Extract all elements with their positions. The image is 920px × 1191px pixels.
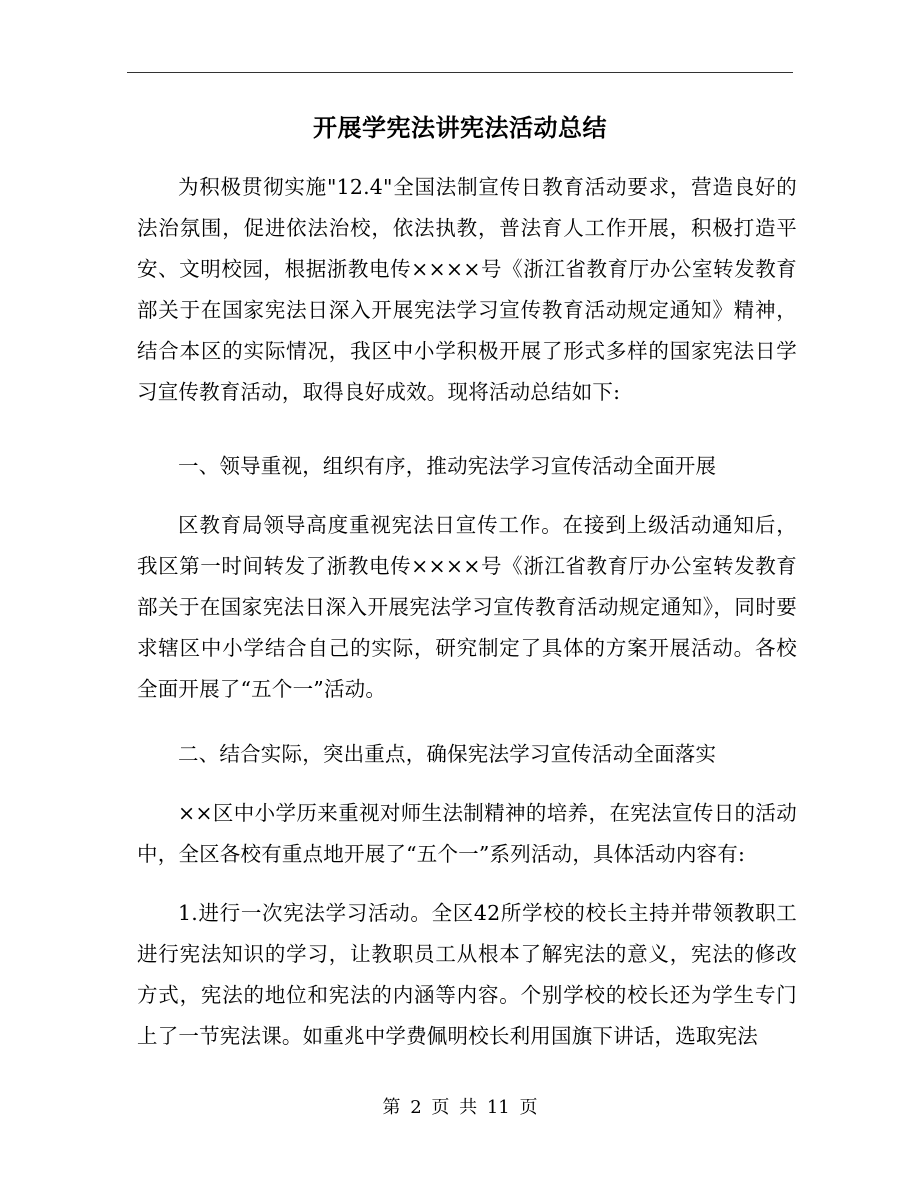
section-heading-2: 二、结合实际，突出重点，确保宪法学习宣传活动全面落实 (178, 742, 717, 766)
section-1-paragraph: 区教育局领导高度重视宪法日宣传工作。在接到上级活动通知后，我区第一时间转发了浙教电传××××号《浙江省教育厅办公室转发教育部关于在国家宪法日深入开展宪法学习宣传教育活动规定通知》，同时要求辖区中小学结合自己的实际，研究制定了具体的方案开展活动。各校全面开展了“五个一”活动。 (137, 513, 797, 701)
document-title: 开展学宪法讲宪法活动总结 (313, 113, 607, 142)
page-number: 第 2 页 共 11 页 (382, 1097, 538, 1118)
intro-paragraph: 为积极贯彻实施"12.4"全国法制宣传日教育活动要求，营造良好的法治氛围，促进依法治校，依法执教，普法育人工作开展，积极打造平安、文明校园，根据浙教电传××××号《浙江省教育厅办公室转发教育部关于在国家宪法日深入开展宪法学习宣传教育活动规定通知》精神，结合本区的实际情况，我区中小学积极开展了形式多样的国家宪法日学习宣传教育活动，取得良好成效。现将活动总结如下: (137, 175, 797, 404)
section-2-paragraph: ××区中小学历来重视对师生法制精神的培养，在宪法宣传日的活动中，全区各校有重点地开展了“五个一”系列活动，具体活动内容有: (137, 801, 797, 866)
section-heading-1: 一、领导重视，组织有序，推动宪法学习宣传活动全面开展 (178, 454, 717, 478)
activity-item-1: 1.进行一次宪法学习活动。全区42所学校的校长主持并带领教职工进行宪法知识的学习，让教职员工从根本了解宪法的意义，宪法的修改方式，宪法的地位和宪法的内涵等内容。个别学校的校长还为学生专门上了一节宪法课。如重兆中学费佩明校长利用国旗下讲话，选取宪法 (137, 901, 797, 1048)
header-rule (127, 72, 793, 73)
